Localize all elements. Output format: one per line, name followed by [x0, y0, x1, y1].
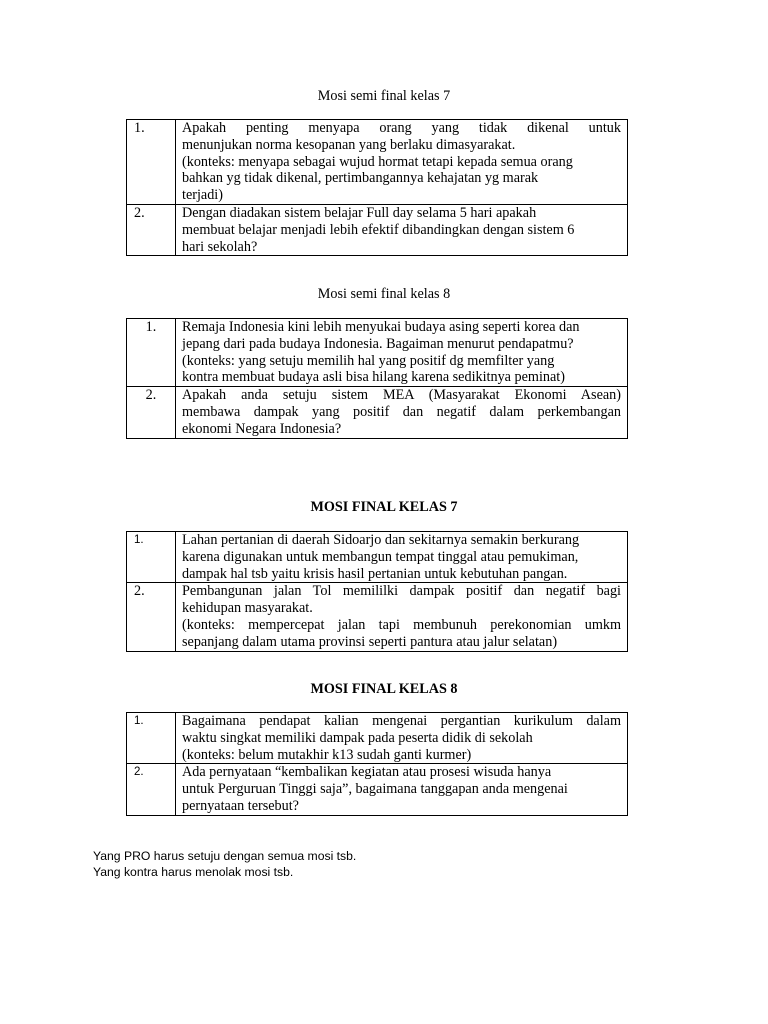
motion-line: (konteks: belum mutakhir k13 sudah ganti kurmer) [182, 746, 472, 763]
row-number: 2. [127, 387, 176, 438]
section-title-semi-final-7: Mosi semi final kelas 7 [317, 88, 451, 104]
motion-line: menunjukan norma kesopanan yang berlaku dimasyarakat. [182, 136, 516, 153]
table-row [127, 532, 628, 583]
section-title-final-8: MOSI FINAL KELAS 8 [310, 681, 458, 697]
motion-line: karena digunakan untuk membangun tempat tinggal atau pemukiman, [182, 548, 579, 565]
row-number: 2. [127, 764, 176, 815]
motion-line: (konteks: mempercepat jalan tapi membunuh perekonomian umkm [182, 616, 621, 633]
row-number: 1. [127, 713, 176, 764]
table-row [127, 204, 628, 255]
motion-line: waktu singkat memiliki dampak pada peserta didik di sekolah [182, 729, 533, 746]
row-number: 1. [127, 319, 176, 387]
motion-line: kehidupan masyarakat. [182, 600, 313, 617]
row-number: 1. [127, 120, 176, 205]
motion-line: Apakah penting menyapa orang yang tidak dikenal untuk [182, 120, 621, 136]
motion-line: dampak hal tsb yaitu krisis hasil pertanian untuk kebutuhan pangan. [182, 565, 568, 582]
motion-line: Dengan diadakan sistem belajar Full day selama 5 hari apakah [182, 204, 537, 221]
motion-text [176, 204, 628, 255]
motion-line: Apakah anda setuju sistem MEA (Masyarakat Ekonomi Asean) [182, 387, 621, 404]
section-title-semi-final-8: Mosi semi final kelas 8 [317, 286, 451, 302]
motion-line: hari sekolah? [182, 238, 258, 255]
motion-line: Remaja Indonesia kini lebih menyukai budaya asing seperti korea dan [182, 319, 580, 335]
motion-line: untuk Perguruan Tinggi saja”, bagaimana tanggapan anda mengenai [182, 781, 568, 798]
table-row [127, 387, 628, 438]
motion-line: membuat belajar menjadi lebih efektif dibandingkan dengan sistem 6 [182, 221, 575, 238]
row-number: 2. [127, 583, 176, 651]
motion-text [176, 764, 628, 815]
motion-text [176, 387, 628, 438]
footnote-kontra: Yang kontra harus menolak mosi tsb. [93, 865, 294, 879]
motion-line: jepang dari pada budaya Indonesia. Bagaiman menurut pendapatmu? [182, 335, 574, 352]
motion-table-semi-final-7 [126, 119, 628, 256]
section-title-final-7: MOSI FINAL KELAS 7 [310, 499, 458, 515]
motion-text [176, 532, 628, 583]
motion-text [176, 120, 628, 205]
motion-line: membawa dampak yang positif dan negatif dalam perkembangan [182, 403, 621, 420]
motion-text [176, 319, 628, 387]
footnote-pro: Yang PRO harus setuju dengan semua mosi tsb. [93, 849, 357, 863]
motion-table-semi-final-8 [126, 318, 628, 439]
motion-line: (konteks: menyapa sebagai wujud hormat tetapi kepada semua orang [182, 153, 573, 170]
table-row [127, 319, 628, 387]
motion-line: Lahan pertanian di daerah Sidoarjo dan sekitarnya semakin berkurang [182, 532, 580, 548]
motion-line: Pembangunan jalan Tol memililki dampak positif dan negatif bagi [182, 583, 621, 600]
motion-line: bahkan yg tidak dikenal, pertimbangannya kehajatan yg marak [182, 170, 539, 187]
motion-line: ekonomi Negara Indonesia? [182, 420, 342, 437]
motion-line: terjadi) [182, 187, 223, 204]
table-row [127, 583, 628, 651]
motion-line: Bagaimana pendapat kalian mengenai pergantian kurikulum dalam [182, 713, 621, 729]
motion-text [176, 713, 628, 764]
motion-line: Ada pernyataan “kembalikan kegiatan atau prosesi wisuda hanya [182, 764, 552, 781]
motion-line: pernyataan tersebut? [182, 797, 299, 814]
table-row [127, 120, 628, 205]
motion-text [176, 583, 628, 651]
row-number: 1. [127, 532, 176, 583]
motion-table-final-7 [126, 531, 628, 652]
motion-line: kontra membuat budaya asli bisa hilang karena sedikitnya peminat) [182, 369, 565, 386]
motion-line: (konteks: yang setuju memilih hal yang positif dg memfilter yang [182, 352, 555, 369]
row-number: 2. [127, 204, 176, 255]
table-row [127, 713, 628, 764]
table-row [127, 764, 628, 815]
motion-table-final-8 [126, 712, 628, 816]
motion-line: sepanjang dalam utama provinsi seperti pantura atau jalur selatan) [182, 633, 558, 650]
